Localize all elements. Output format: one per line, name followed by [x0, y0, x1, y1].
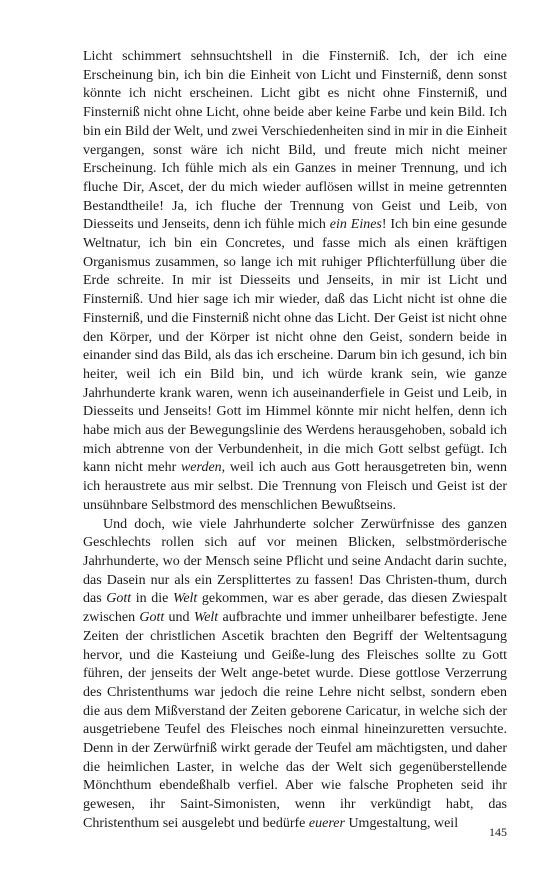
paragraph-2 [83, 516, 507, 834]
paragraph-1 [83, 48, 507, 516]
text-segment: gekommen, war es aber gerade, das diesen Zwiespalt zwischen [83, 591, 507, 626]
emphasis-text: Gott [139, 610, 165, 626]
text-segment: Und doch, wie viele Jahrhunderte solcher Zerwürfnisse des ganzen Geschlechts rollen sich auf vor meinen Blicken, selbstmörderische Jahrhunderte, wo der Mensch seine Pflicht und seine Andacht darin suchte, das Dasein nur als ein Zersplittertes zu fassen! Das Christen-thum, durch das [83, 516, 507, 607]
text-segment: Umgestaltung, weil [344, 815, 459, 831]
text-segment: Licht schimmert sehnsuchtshell in die Finsterniß. Ich, der ich eine Erscheinung bin, ich bin die Einheit von Licht und Finsterniß, denn sonst könnte ich nicht erscheinen. Licht gibt es nicht ohne Finsterniß, und Finsterniß nicht ohne Licht, ohne beide aber keine Farbe und kein Bild. Ich bin ein Bild der Welt, und zwei Verschiedenheiten sind in mir in die Einheit vergangen, sonst wäre ich nicht Bild, und freute mich nicht meiner Erscheinung. Ich fühle mich als ein Ganzes in meiner Trennung, und ich fluche Dir, Ascet, der du mich wieder auflösen willst in meine getrennten Bestandtheile! Ja, ich fluche der Trennung von Geist und Leib, von Diesseits und Jenseits, denn ich fühle mich [83, 49, 507, 233]
emphasis-text: Welt [172, 591, 198, 607]
text-segment: , weil ich auch aus Gott herausgetreten bin, wenn ich heraustrete aus mir selbst. Die Trennung von Fleisch und Geist ist der unsühnbare Selbstmord des menschlichen Bewußtseins. [83, 460, 507, 513]
page-number: 145 [489, 825, 507, 839]
body-text [83, 48, 507, 834]
emphasis-text: Welt [193, 610, 219, 626]
text-segment: und [164, 610, 194, 626]
emphasis-text: euerer [308, 815, 345, 831]
text-segment: aufbrachte und immer unheilbarer befestigte. Jene Zeiten der christlichen Ascetik brachten den Begriff der Weltentsagung hervor, und die Kasteiung und Geiße-lung des Fleisches sollte zu Gott führen, der jenseits der Welt ange-betet wurde. Diese gottlose Verzerrung des Christenthums war jedoch die reine Lehre nicht selbst, sondern eben die aus dem Mißverstand der Zeiten geborene Caricatur, in welche sich der ausgetriebene Teufel des Fleisches noch einmal hineinzuretten versuchte. Denn in der Zerwürfniß wirkt gerade der Teufel am mächtigsten, und daher die heimlichen Laster, in welche das der Welt sich gegenüberstellende Mönchthum ebendeßhalb verfiel. Aber wie falsche Propheten seid ihr gewesen, ihr Saint-Simonisten, wenn ihr verkündigt habt, das Christenthum sei ausgelebt und bedürfe [83, 610, 508, 831]
emphasis-text: ein Eines [329, 217, 382, 233]
text-segment: in die [131, 591, 173, 607]
text-segment: ! Ich bin eine gesunde Weltnatur, ich bin ein Concretes, und fasse mich als einen kräftigen Organismus zusammen, so lange ich mit ruhiger Pflichterfüllung über die Erde schreite. In mir ist Diesseits und Jenseits, in mir ist Licht und Finsterniß. Und hier sage ich mir wieder, daß das Licht nicht ist ohne die Finsterniß, und die Finsterniß nicht ohne das Licht. Der Geist ist nicht ohne den Körper, und der Körper ist nicht ohne den Geist, sondern beide in einander sind das Bild, als das ich erscheine. Darum bin ich gesund, ich bin heiter, weil ich ein Bild bin, und ich würde krank sein, wie ganze Jahrhunderte krank waren, wenn ich auseinanderfiele in Geist und Leib, in Diesseits und Jenseits! Gott im Himmel könnte mir nicht helfen, denn ich habe mich aus der Bewegungslinie des Werdens herausgehoben, sobald ich mich abtrenne von der Verbundenheit, in die mich Gott selbst gefügt. Ich kann nicht mehr [83, 217, 508, 476]
emphasis-text: Gott [106, 591, 132, 607]
emphasis-text: werden [180, 460, 222, 476]
